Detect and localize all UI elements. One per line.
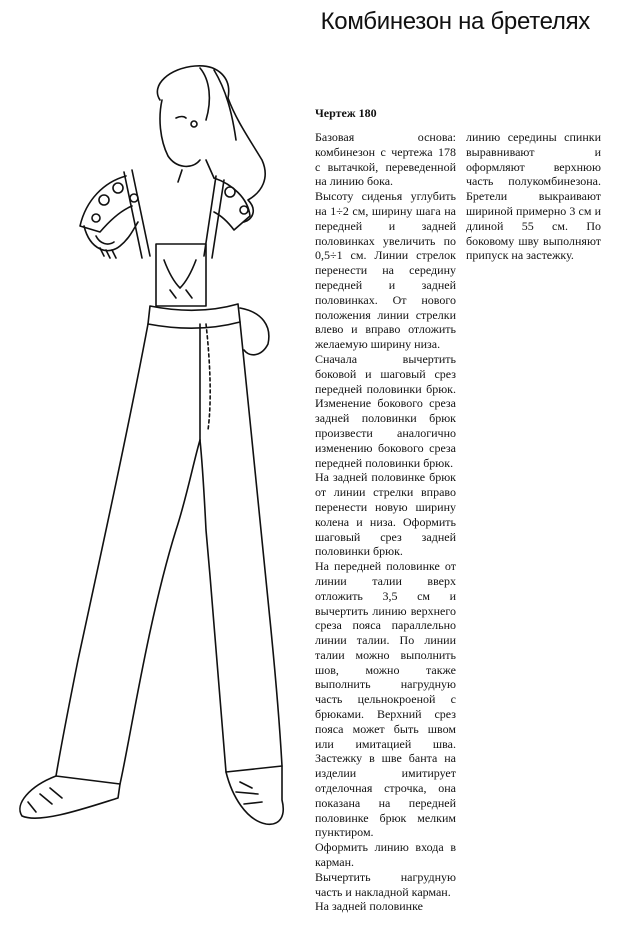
paragraph: Базовая основа: комбинезон с чертежа 178 с вытачкой, переведенной на линию бока. [315,130,456,189]
paragraph: Сначала вычертить боковой и шаговый срез передней половинки брюк. Изменение бокового среза задней половинки брюк произвести аналогично изменению бокового среза передней половинки брюк. [315,351,456,470]
strap-left [124,172,142,258]
paragraph: На передней половинке от линии талии вверх отложить 3,5 см и вычертить линию верхнего среза пояса параллельно линии талии. По линии талии можно выполнить шов, можно также выполнить нагрудную часть цельнокроеной с брюками. Верхний срез пояса может быть швом или имитацией шва. Застежку в шве банта на изделии имитирует отделочная строчка, она показана на передней половинке брюк мелким пунктиром. [315,559,456,840]
paragraph: На задней половинке [315,899,423,914]
overalls-figure-illustration [0,60,305,860]
drawing-label: Чертеж 180 [315,106,377,120]
paragraph: линию середины спинки выравнивают и оформляют верхнюю часть полукомбинезона. Бретели выкраивают шириной примерно 3 см и длиной 55 см. По боковому шву выполняют припуск на застежку. [466,130,601,263]
waistband [148,304,240,328]
text-column-left [315,130,456,914]
paragraph: Оформить линию входа в карман. [315,840,456,870]
text-column-right [466,130,601,263]
page-title: Комбинезон на бретелях [320,8,590,35]
paragraph: Вычертить нагрудную часть и накладной карман. [315,869,456,899]
bib-pocket [156,244,206,306]
raised-arm [84,222,138,251]
trouser-right-outline [200,322,282,772]
paragraph: На задней половинке брюк от линии стрелки вправо перенести новую ширину колена и низа. Оформить шаговый срез задней половинки брюк. [315,470,456,559]
hair-stroke [157,66,265,222]
paragraph: Высоту сиденья углубить на 1÷2 см, ширину шага на передней и задней половинках увеличить по 0,5÷1 см. Линии стрелок перенести на середину передней и задней половинках. От нового положения линии стрелки влево и вправо отложить желаемую ширину низа. [315,189,456,352]
shoe-right [226,766,283,824]
trouser-left-outline [56,324,200,784]
face-outline [160,100,200,166]
